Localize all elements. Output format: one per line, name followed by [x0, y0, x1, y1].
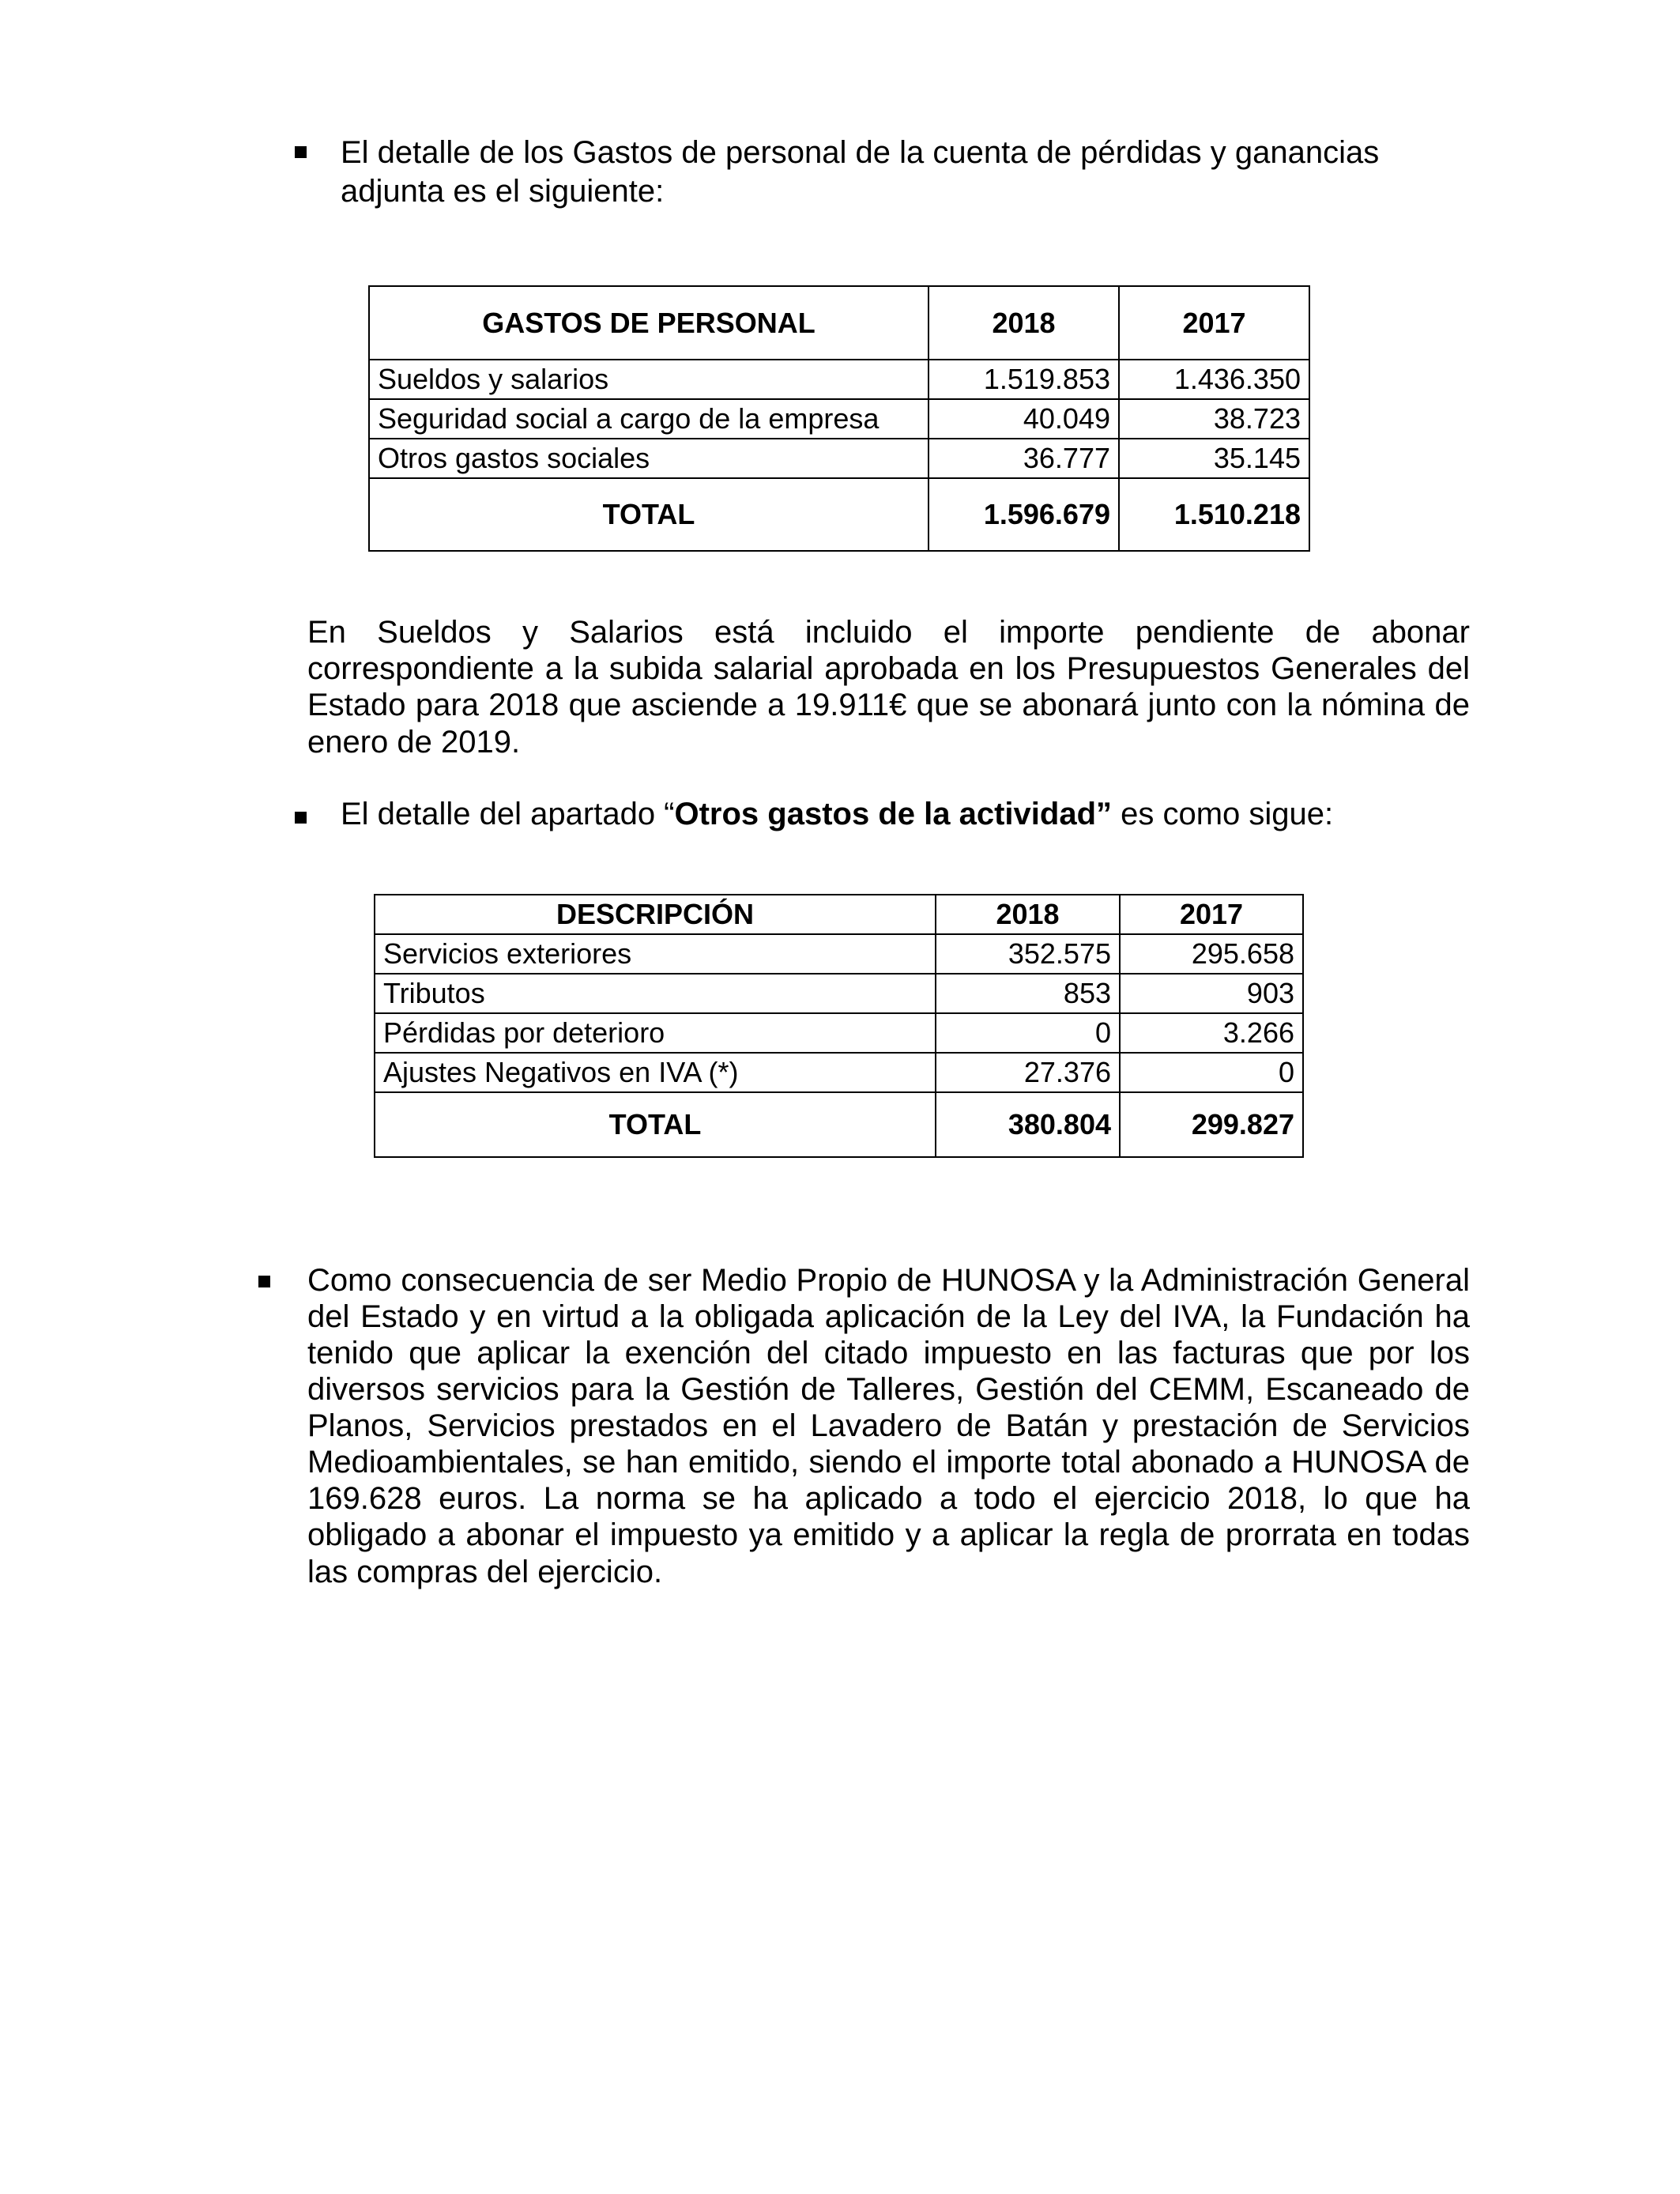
row-value-2017: 35.145: [1119, 439, 1309, 478]
row-value-2017: 903: [1120, 974, 1303, 1013]
section2-intro-bold: Otros gastos de la actividad”: [674, 797, 1112, 831]
total-value-2017: 1.510.218: [1119, 478, 1309, 551]
table-otros-gastos: [374, 894, 1304, 1158]
row-label: Ajustes Negativos en IVA (*): [375, 1053, 936, 1092]
total-label: TOTAL: [375, 1092, 936, 1157]
row-value-2017: 1.436.350: [1119, 360, 1309, 399]
row-label: Sueldos y salarios: [369, 360, 929, 399]
row-label: Otros gastos sociales: [369, 439, 929, 478]
table-row: [375, 974, 1303, 1013]
table-row: [369, 399, 1309, 439]
paragraph-sueldos-line4: enero de 2019.: [307, 725, 521, 760]
bullet-icon: [295, 812, 307, 824]
section3-line5: Planos, Servicios prestados en el Lavadero de Batán y prestación de Servicios: [307, 1408, 1470, 1443]
section2-intro-suffix: es como sigue:: [1112, 797, 1334, 831]
table-row: [375, 934, 1303, 974]
table-row: [369, 360, 1309, 399]
row-label: Seguridad social a cargo de la empresa: [369, 399, 929, 439]
bullet-icon: [295, 146, 307, 158]
table-row: [375, 1053, 1303, 1092]
table-row: [375, 1013, 1303, 1053]
section2-intro-prefix: El detalle del apartado “: [341, 797, 675, 831]
section3-line6: Medioambientales, se han emitido, siendo el importe total abonado a HUNOSA de: [307, 1445, 1470, 1480]
row-value-2017: 0: [1120, 1053, 1303, 1092]
total-value-2018: 380.804: [936, 1092, 1120, 1157]
table-total-row: [375, 1092, 1303, 1157]
section3-line8: obligado a abonar el impuesto ya emitido y a aplicar la regla de prorrata en todas: [307, 1517, 1470, 1552]
section3-line4: diversos servicios para la Gestión de Talleres, Gestión del CEMM, Escaneado de: [307, 1372, 1470, 1407]
paragraph-sueldos-line1: En Sueldos y Salarios está incluido el importe pendiente de abonar: [307, 615, 1470, 650]
section3-line2: del Estado y en virtud a la obligada aplicación de la Ley del IVA, la Fundación ha: [307, 1299, 1470, 1334]
header-cell-2017: 2017: [1119, 286, 1309, 360]
table-header-row: [375, 895, 1303, 934]
section2-intro: [341, 795, 1333, 833]
header-cell-2017: 2017: [1120, 895, 1303, 934]
row-value-2017: 3.266: [1120, 1013, 1303, 1053]
header-cell-2018: 2018: [936, 895, 1120, 934]
row-value-2017: 38.723: [1119, 399, 1309, 439]
section3-line3: tenido que aplicar la exención del citado impuesto en las facturas que por los: [307, 1336, 1470, 1370]
table-gastos-personal: [368, 285, 1310, 552]
table-header-row: [369, 286, 1309, 360]
row-value-2018: 40.049: [929, 399, 1119, 439]
table-row: [369, 439, 1309, 478]
total-value-2018: 1.596.679: [929, 478, 1119, 551]
row-value-2018: 853: [936, 974, 1120, 1013]
row-value-2018: 352.575: [936, 934, 1120, 974]
section1-intro-line1: El detalle de los Gastos de personal de la cuenta de pérdidas y ganancias: [341, 135, 1380, 170]
row-label: Pérdidas por deterioro: [375, 1013, 936, 1053]
paragraph-sueldos-line2: correspondiente a la subida salarial aprobada en los Presupuestos Generales del: [307, 651, 1470, 686]
row-label: Tributos: [375, 974, 936, 1013]
section3-line7: 169.628 euros. La norma se ha aplicado a todo el ejercicio 2018, lo que ha: [307, 1481, 1470, 1516]
paragraph-sueldos-line3: Estado para 2018 que asciende a 19.911€ que se abonará junto con la nómina de: [307, 688, 1470, 722]
header-cell-description: DESCRIPCIÓN: [375, 895, 936, 934]
row-value-2017: 295.658: [1120, 934, 1303, 974]
row-label: Servicios exteriores: [375, 934, 936, 974]
section3-line1: Como consecuencia de ser Medio Propio de HUNOSA y la Administración General: [307, 1263, 1470, 1298]
header-cell-concept: GASTOS DE PERSONAL: [369, 286, 929, 360]
row-value-2018: 27.376: [936, 1053, 1120, 1092]
row-value-2018: 36.777: [929, 439, 1119, 478]
table-total-row: [369, 478, 1309, 551]
row-value-2018: 0: [936, 1013, 1120, 1053]
section1-intro-line2: adjunta es el siguiente:: [341, 174, 665, 209]
total-value-2017: 299.827: [1120, 1092, 1303, 1157]
total-label: TOTAL: [369, 478, 929, 551]
row-value-2018: 1.519.853: [929, 360, 1119, 399]
header-cell-2018: 2018: [929, 286, 1119, 360]
section3-line9: las compras del ejercicio.: [307, 1555, 663, 1589]
bullet-icon: [258, 1276, 270, 1287]
